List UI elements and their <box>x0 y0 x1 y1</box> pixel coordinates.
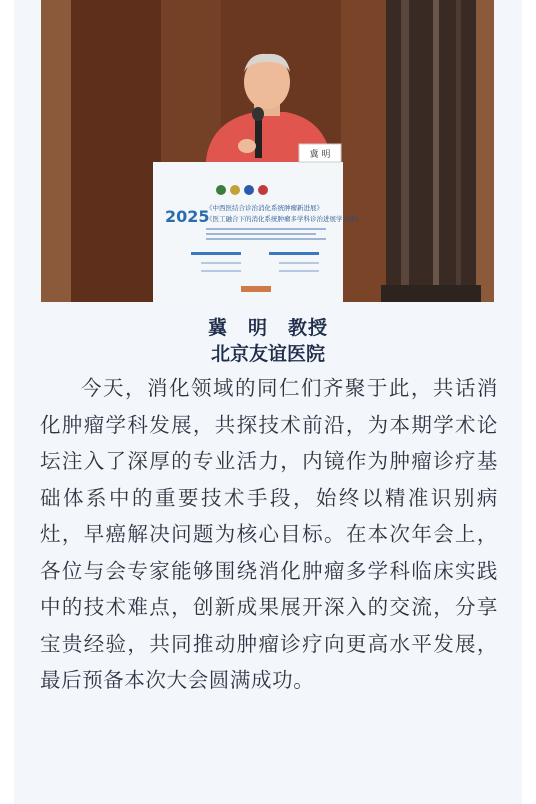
speaker-organization: 北京友谊医院 <box>210 343 325 365</box>
speaker-photo <box>41 0 494 302</box>
speaker-name: 冀 明 教授 <box>207 317 328 339</box>
podium-title-1: 《中西医结合诊治消化系统肿瘤新进展》 <box>206 204 323 212</box>
nameplate-text: 冀 明 <box>309 150 331 160</box>
podium-year: 2025 <box>165 207 210 226</box>
podium-title-2: 《医工融合下的消化系统肿瘤多学科诊治进展学习班》 <box>206 215 362 223</box>
speaker-at-podium-illustration <box>41 0 494 302</box>
article-paragraph: 今天，消化领域的同仁们齐聚于此，共话消化肿瘤学科发展，共探技术前沿，为本期学术论坛注入了深厚的专业活力，内镜作为肿瘤诊疗基础体系中的重要技术手段，始终以精准识别病灶，早癌解决问题为核心目标。在本次年会上，各位与会专家能够围绕消化肿瘤多学科临床实践中的技术难点，创新成果展开深入的交流，分享宝贵经验，共同推动肿瘤诊疗向更高水平发展，最后预备本次大会圆满成功。 <box>40 376 498 692</box>
